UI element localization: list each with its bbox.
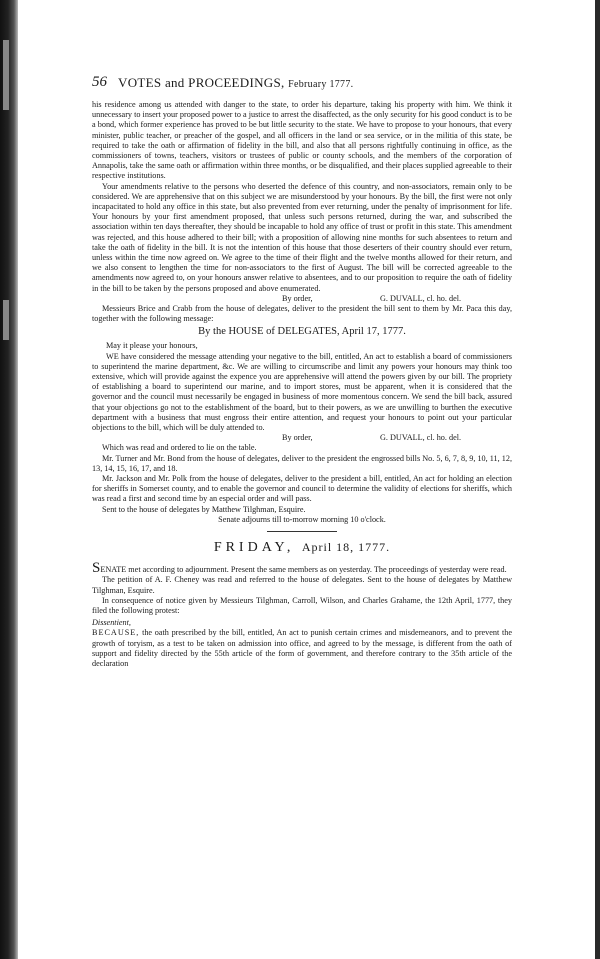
paragraph-jackson-polk: Mr. Jackson and Mr. Polk from the house of delegates, deliver to the president a bill, entitled, An act for holding an election for sheriffs in Somerset county, and to enable the governor and council to determine the validity of elections for sheriffs, which was read a first and second time by an especial order and will pass. bbox=[92, 474, 512, 504]
paragraph-brice-crabb: Messieurs Brice and Crabb from the house of delegates, deliver to the president the bill sent to them by Mr. Paca this day, together with the following message: bbox=[92, 304, 512, 324]
house-of-delegates-heading: By the HOUSE of DELEGATES, April 17, 1777. bbox=[198, 326, 406, 338]
paragraph-read-table: Which was read and ordered to lie on the table. bbox=[102, 443, 257, 453]
scan-right-border bbox=[595, 0, 600, 959]
paragraph-sent-tilghman: Sent to the house of delegates by Matthew Tilghman, Esquire. bbox=[102, 504, 306, 514]
signature-name: G. DUVALL, cl. ho. del. bbox=[380, 433, 462, 443]
paragraph-turner-bond: Mr. Turner and Mr. Bond from the house of delegates, deliver to the president the engrossed bills No. 5, 6, 7, 8, 9, 10, 11, 12, 13, 14, 15, 16, 17, and 18. bbox=[92, 453, 512, 473]
because-lead: BECAUSE, bbox=[92, 628, 140, 638]
title-main: VOTES and PROCEEDINGS, bbox=[118, 75, 285, 90]
title-month: February 1777. bbox=[288, 79, 354, 90]
page-header bbox=[92, 76, 512, 96]
paragraph-amendments: Your amendments relative to the persons who deserted the defence of this country, and non-associators, remain only to be considered. We are apprehensive that on this subject we are misunderstood by your honours. By the bill, the first were not only incapacitated to hold any office in this state, but also prevented from ever returning, under the penalty of imprisonment for life. Your honours by your first amendment proposed, that unless such persons returned, during the war, and subscribed the association within ten days thereafter, they should be incapable to hold any office of trust or profit in this state. This amendment was rejected, and this house adhered to their bill; with a proposition of allowing nine months for such absentees to return and take the oath of fidelity in the bill. It is not the intention of this house that those deserters of their country should ever return, unless within the time now agreed on. We agree to the time of their flight and the twelve months allowed for their return, and we also consent to lengthen the time for non-associators to the first of August. The bill will be corrected agreeable to the amendments now agreed to, on your honours answer relative to absentees, and to our proposition to require the oath of fidelity in the bill to be taken by the persons proposed and above enumerated. bbox=[92, 181, 512, 293]
paragraph-senate-met bbox=[92, 560, 512, 577]
signature-order: By order, bbox=[282, 433, 313, 443]
signature-name: G. DUVALL, cl. ho. del. bbox=[380, 293, 462, 303]
day-date: April 18, 1777. bbox=[301, 540, 391, 555]
paragraph-because bbox=[92, 628, 512, 669]
signature-order: By order, bbox=[282, 293, 313, 303]
salutation: May it please your honours, bbox=[106, 341, 198, 351]
day-heading bbox=[92, 538, 512, 557]
signature-2 bbox=[92, 433, 512, 443]
scan-speck bbox=[3, 300, 9, 340]
day-name: FRIDAY, bbox=[213, 540, 295, 556]
dissentient-heading: Dissentient, bbox=[92, 618, 131, 628]
paragraph-residence: his residence among us attended with danger to the state, to order his departure, taking his property with him. We think it unnecessary to insert your proposed power to a justice to arrest the disaffected, as the only security for his good conduct is to be a bond, which former experience has proved to be but little security to the state. We have to propose to your honours, that every minister, public teacher, or preacher of the gospel, and all officers in the land or sea service, or in the militia of this state, be required to take the oath or affirmation of fidelity in the bill, and also that all persons rightfully continuing in office, as the commissioners of towns, teachers, visitors or trustees of public or county schools, and the members of the corporation of Annapolis, take the same oath or affirmation within three months, or be disqualified, and their places supplied agreeable to their respective institutions. bbox=[92, 100, 512, 181]
because-text: the oath prescribed by the bill, entitled, An act to punish certain crimes and misdemeanors, and to prevent the growth of toryism, as a test to be taken on admission into office, and agreed to by the message, is different from the oath of support and fidelity directed by the 55th article of the form of government, and therefore contrary to the 35th article of the declaration bbox=[92, 628, 512, 668]
adjournment-line: Senate adjourns till to-morrow morning 10 o'clock. bbox=[218, 514, 386, 524]
signature-1 bbox=[92, 294, 512, 304]
senate-met-text: ENATE met according to adjournment. Present the same members as on yesterday. The proceedings of yesterday were read. bbox=[100, 565, 507, 575]
section-divider bbox=[267, 531, 337, 532]
page-title bbox=[118, 75, 354, 90]
paragraph-notice: In consequence of notice given by Messieurs Tilghman, Carroll, Wilson, and Charles Grahame, the 12th April, 1777, they filed the following protest: bbox=[92, 595, 512, 615]
scan-left-border bbox=[0, 0, 18, 959]
document-page bbox=[92, 76, 512, 669]
drop-cap: S bbox=[92, 560, 101, 577]
scan-speck bbox=[3, 40, 9, 110]
paragraph-message: WE have considered the message attending your negative to the bill, entitled, An act to establish a board of commissioners to superintend the marine department, &c. We are willing to circumscribe and limit any powers your honours may think too extensive, which will provide against the expence you are apprehensive will attend the powers given by our bill. The propriety of establishing a board to superintend our marine, and to import stores, must be apparent, when it is considered that the governor and the council must necessarily be engaged in business of more momentous concern. We send the bill back, assured that your objections go not to the establishment of the board, but to their powers, as we are unwilling to burthen the executive department with a business that must engross their entire attention, and request your honours to point out your particular objections to the bill, which will be duly attended to. bbox=[92, 351, 512, 433]
page-number: 56 bbox=[92, 74, 107, 90]
paragraph-petition: The petition of A. F. Cheney was read and referred to the house of delegates. Sent to the house of delegates by Matthew Tilghman, Esquire. bbox=[92, 575, 512, 595]
